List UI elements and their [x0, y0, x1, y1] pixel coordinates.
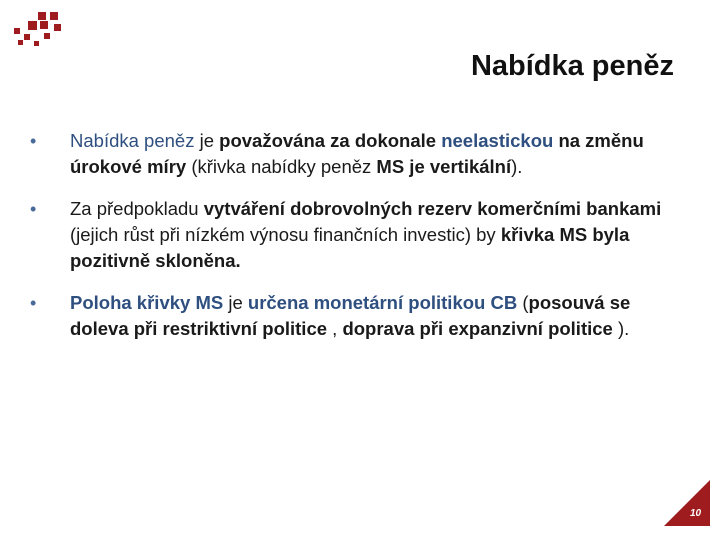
bullet-text-segment: (jejich růst při nízkém výnosu finančních investic) by — [70, 224, 501, 245]
bullet-text-segment: ). — [511, 156, 523, 177]
bullet-text-segment: neelastickou — [441, 130, 559, 151]
bullet-icon: • — [30, 199, 37, 219]
bullet-text-segment: na změnu úrokové míry — [70, 130, 644, 177]
bullet-text-segment: ( — [517, 292, 529, 313]
bullet-text-segment: ). — [612, 318, 630, 339]
bullet-text — [70, 128, 680, 180]
bullet-text-segment: doprava při expanzivní politice — [342, 318, 613, 339]
bullet-text — [70, 196, 680, 274]
bullet-item — [30, 196, 680, 274]
bullet-icon: • — [30, 131, 37, 151]
bullet-text-segment: je — [228, 292, 248, 313]
bullet-text-segment: posouvá se doleva při restriktivní politice — [70, 292, 631, 339]
bullet-text-segment: Nabídka peněz — [70, 130, 200, 151]
bullet-text-segment: (křivka nabídky peněz — [186, 156, 377, 177]
page-number-badge — [664, 480, 710, 526]
slide-title: Nabídka peněz — [470, 50, 674, 82]
logo-squares — [10, 12, 66, 50]
bullet-text-segment: , — [327, 318, 343, 339]
bullet-text-segment: je — [199, 130, 220, 151]
bullet-text-segment: Za předpokladu — [70, 198, 204, 219]
bullet-text-segment: MS je vertikální — [376, 156, 512, 177]
bullet-text — [70, 290, 680, 342]
bullet-text-segment: vytváření dobrovolných rezerv komerčními bankami — [203, 198, 662, 219]
bullet-list — [30, 128, 680, 358]
page-number: 10 — [690, 508, 702, 519]
bullet-text-segment: Poloha křivky MS — [70, 292, 229, 313]
bullet-icon: • — [30, 293, 37, 313]
bullet-item — [30, 290, 680, 342]
bullet-text-segment: považována za dokonale — [219, 130, 442, 151]
bullet-text-segment: určena monetární politikou CB — [247, 292, 518, 313]
bullet-text-segment: křivka MS byla pozitivně skloněna. — [70, 224, 630, 271]
bullet-item — [30, 128, 680, 180]
